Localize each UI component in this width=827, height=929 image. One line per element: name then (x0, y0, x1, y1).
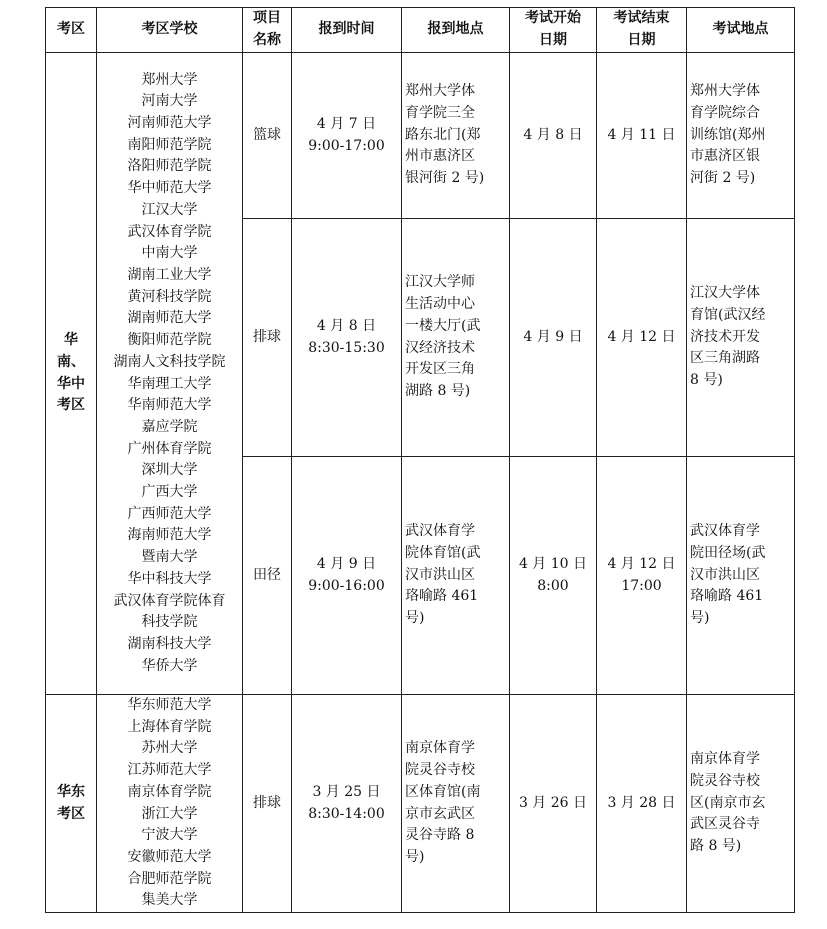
exam-place: 郑州大学体 育学院综合 训练馆(郑州 市惠济区银 河街 2 号) (687, 53, 795, 219)
checkin-time: 4 月 7 日 9:00-17:00 (292, 53, 402, 219)
checkin-time: 4 月 9 日 9:00-16:00 (292, 457, 402, 695)
zone-schools: 华东师范大学 上海体育学院 苏州大学 江苏师范大学 南京体育学院 浙江大学 宁波大学 安徽师范大学 合肥师范学院 集美大学 (97, 695, 243, 913)
checkin-time: 3 月 25 日 8:30-14:00 (292, 695, 402, 913)
zone-name: 华东 考区 (46, 695, 97, 913)
checkin-place: 郑州大学体 育学院三全 路东北门(郑 州市惠济区 银河街 2 号) (402, 53, 510, 219)
sport-name: 排球 (243, 219, 292, 457)
start-date: 4 月 8 日 (510, 53, 597, 219)
start-date: 4 月 10 日 8:00 (510, 457, 597, 695)
header-start-date: 考试开始 日期 (510, 8, 597, 53)
header-sport: 项目 名称 (243, 8, 292, 53)
exam-schedule-table (45, 7, 795, 913)
exam-place: 江汉大学体 育馆(武汉经 济技术开发 区三角湖路 8 号) (687, 219, 795, 457)
header-exam-place: 考试地点 (687, 8, 795, 53)
end-date: 4 月 12 日 (597, 219, 687, 457)
start-date: 3 月 26 日 (510, 695, 597, 913)
start-date: 4 月 9 日 (510, 219, 597, 457)
table-row (46, 695, 795, 913)
end-date: 4 月 11 日 (597, 53, 687, 219)
exam-place: 南京体育学 院灵谷寺校 区(南京市玄 武区灵谷寺 路 8 号) (687, 695, 795, 913)
end-date: 4 月 12 日 17:00 (597, 457, 687, 695)
checkin-place: 江汉大学师 生活动中心 一楼大厅(武 汉经济技术 开发区三角 湖路 8 号) (402, 219, 510, 457)
checkin-time: 4 月 8 日 8:30-15:30 (292, 219, 402, 457)
sport-name: 排球 (243, 695, 292, 913)
end-date: 3 月 28 日 (597, 695, 687, 913)
header-checkin-place: 报到地点 (402, 8, 510, 53)
sport-name: 田径 (243, 457, 292, 695)
checkin-place: 武汉体育学 院体育馆(武 汉市洪山区 珞喻路 461 号) (402, 457, 510, 695)
sport-name: 篮球 (243, 53, 292, 219)
exam-place: 武汉体育学 院田径场(武 汉市洪山区 珞喻路 461 号) (687, 457, 795, 695)
header-zone: 考区 (46, 8, 97, 53)
table-row (46, 53, 795, 219)
header-row (46, 8, 795, 53)
checkin-place: 南京体育学 院灵谷寺校 区体育馆(南 京市玄武区 灵谷寺路 8 号) (402, 695, 510, 913)
header-schools: 考区学校 (97, 8, 243, 53)
zone-schools: 郑州大学 河南大学 河南师范大学 南阳师范学院 洛阳师范学院 华中师范大学 江汉大学 武汉体育学院 中南大学 湖南工业大学 黄河科技学院 湖南师范大学 衡阳师范学院 湖南人文科技学院 华南理工大学 华南师范大学 嘉应学院 广州体育学院 深圳大学 广西大学 广西师范大学 海南师范大学 暨南大学 华中科技大学 武汉体育学院体育 科技学院 湖南科技大学 华侨大学 (97, 53, 243, 695)
header-end-date: 考试结束 日期 (597, 8, 687, 53)
header-checkin-time: 报到时间 (292, 8, 402, 53)
zone-name: 华 南、 华中 考区 (46, 53, 97, 695)
